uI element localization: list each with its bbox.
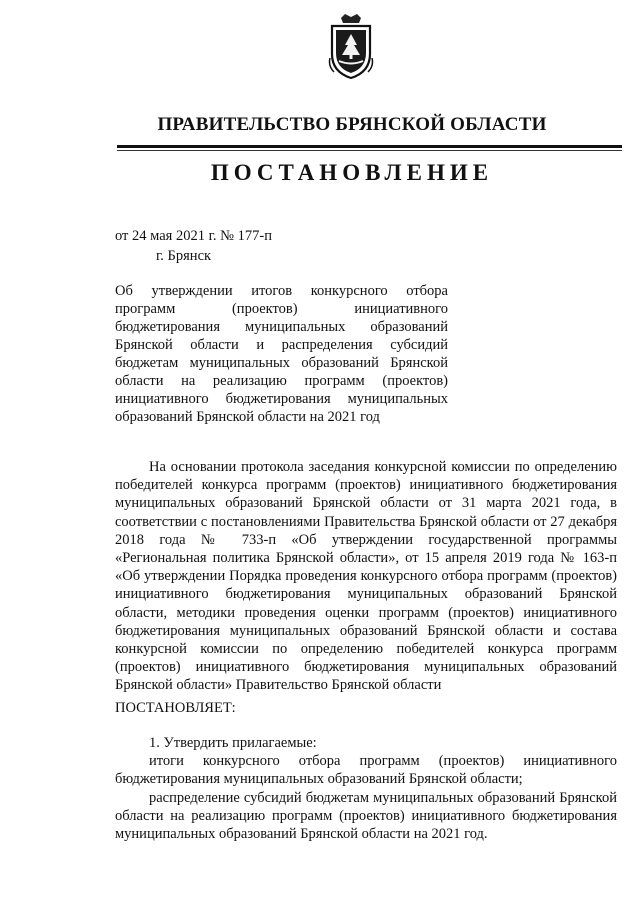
- date-prefix: от: [115, 228, 129, 244]
- organization-title: ПРАВИТЕЛЬСТВО БРЯНСКОЙ ОБЛАСТИ: [157, 114, 547, 135]
- city: г. Брянск: [156, 248, 212, 264]
- item-1-a: итоги конкурсного отбора программ (проектов) инициативного бюджетирования муниципальных образований Брянской области;: [115, 753, 617, 788]
- document-number: 177-п: [237, 228, 272, 244]
- preamble-section: [115, 458, 617, 695]
- document-subject: Об утверждении итогов конкурсного отбора программ (проектов) инициативного бюджетирования муниципальных образований Брянской области и распределения субсидий бюджетам муниципальных образований Брянской области на реализацию программ (проектов) инициативного бюджетирования муниципальных образований Брянской области на 2021 год: [115, 283, 448, 425]
- number-sign: №: [220, 228, 234, 244]
- header-rule-thin: [117, 150, 622, 151]
- resolution-items: [115, 734, 617, 843]
- date-number-line: [115, 228, 272, 245]
- coat-of-arms-icon: [328, 14, 374, 80]
- document-date: 24 мая 2021 г.: [132, 228, 217, 244]
- header-rule-thick: [117, 145, 622, 148]
- item-1: 1. Утвердить прилагаемые:: [149, 735, 317, 751]
- preamble-paragraph: На основании протокола заседания конкурсной комиссии по определению победителей конкурса программ (проектов) инициативного бюджетирования муниципальных образований Брянской области от 31 марта 2021 года, в соответствии с постановлениями Правительства Брянской области от 27 декабря 2018 года № 733-п «Об утверждении государственной программы «Региональная политика Брянской области», от 15 апреля 2019 года № 163-п «Об утверждении Порядка проведения конкурсного отбора программ (проектов) инициативного бюджетирования муниципальных образований Брянской области, методики проведения оценки программ (проектов) инициативного бюджетирования муниципальных образований Брянской области и состава конкурсной комиссии по определению победителей конкурса программ (проектов) инициативного бюджетирования муниципальных образований Брянской области» Правительство Брянской области: [115, 459, 617, 694]
- resolves-heading: ПОСТАНОВЛЯЕТ:: [115, 700, 236, 716]
- document-type-title: ПОСТАНОВЛЕНИЕ: [210, 160, 494, 185]
- item-1-b: распределение субсидий бюджетам муниципальных образований Брянской области на реализацию программ (проектов) инициативного бюджетирования муниципальных образований Брянской области на 2021 год.: [115, 789, 617, 843]
